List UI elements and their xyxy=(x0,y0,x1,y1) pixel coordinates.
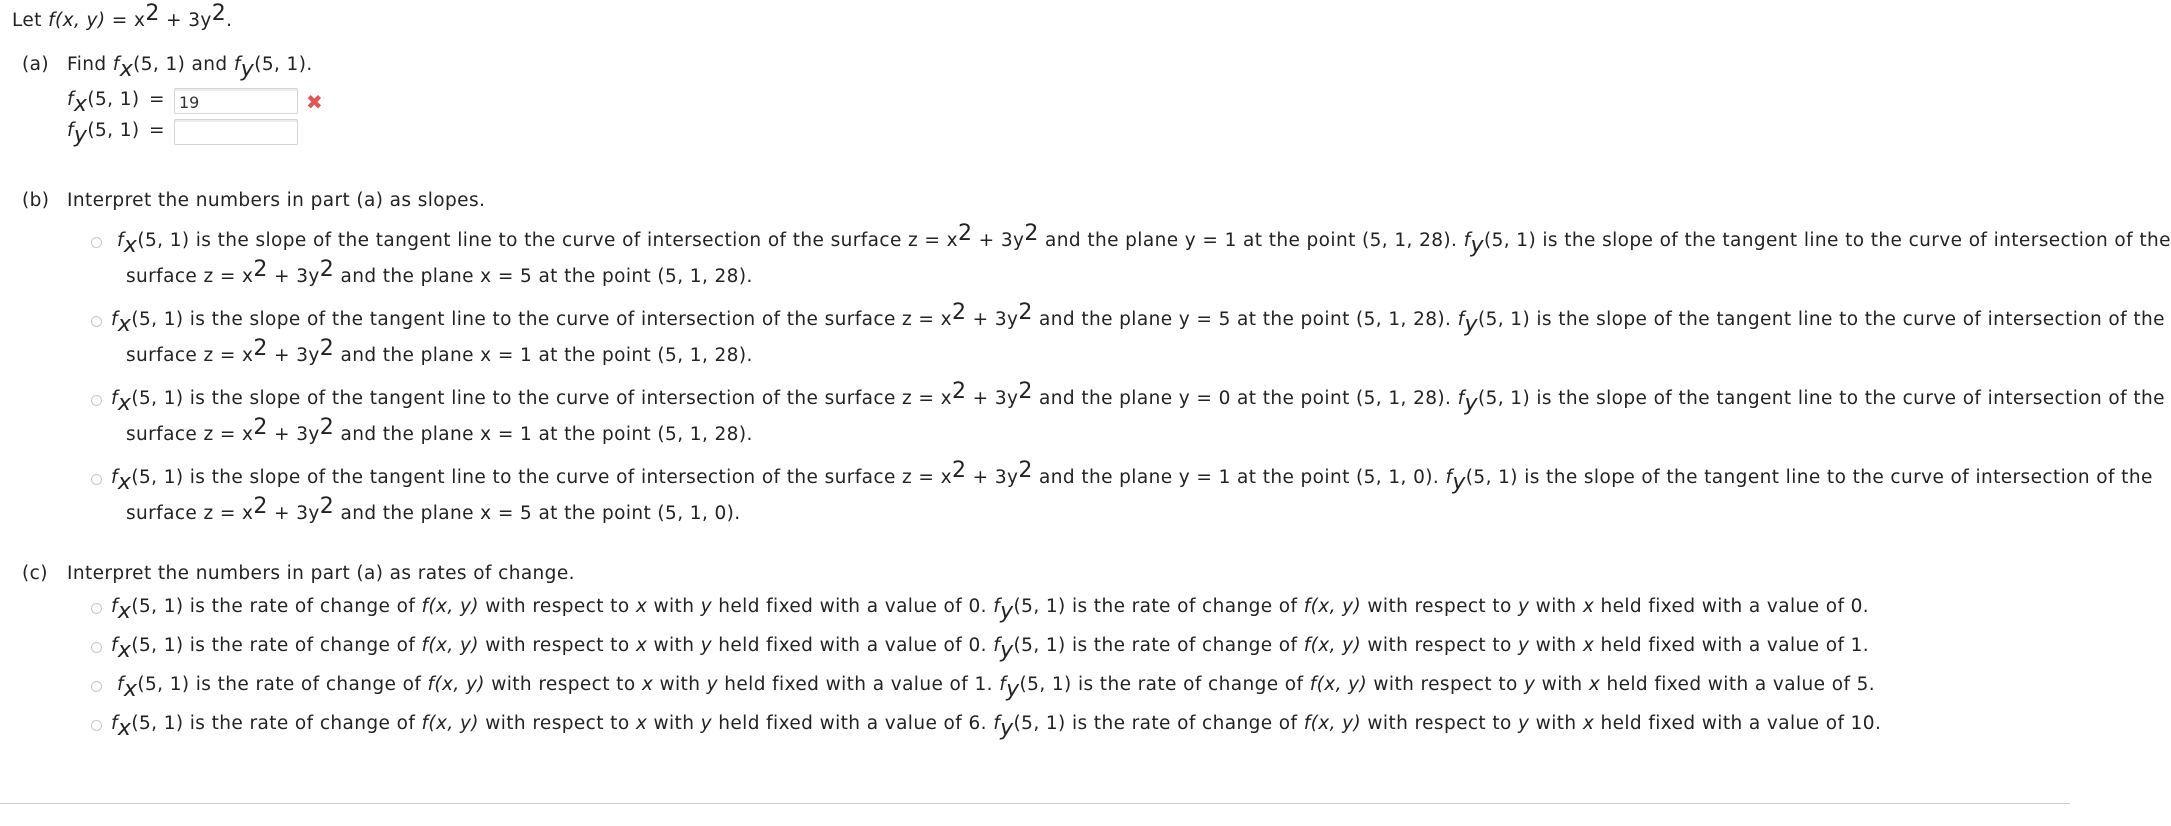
c4-e: with xyxy=(647,713,701,734)
b4-text-d: (5, 1) is the slope of the tangent line to the curve of intersection of the xyxy=(1465,467,2153,488)
part-b-option-1-line-2[interactable]: surface $z = x^2 + 3y^2$ and the plane x = 5 at the point (5, 1, 28). xyxy=(126,257,753,287)
part-c-option-3-radio[interactable] xyxy=(91,681,102,692)
part-a-sub-x: x xyxy=(119,57,134,82)
section-divider xyxy=(0,803,2070,804)
c3-f: y xyxy=(706,674,718,695)
part-a-f2: f xyxy=(233,54,241,75)
part-a-and: and xyxy=(185,54,234,75)
part-b-option-4-line-1[interactable]: $f_x(5$, 1) is the slope of the tangent line to the curve of intersection of the surface $z = x^2 + 3y^2$ and the plane y = 1 at the point (5, 1, 0). $f_y(5$, 1) is the slope of the tangent line to the curve of intersection of the xyxy=(111,458,2153,495)
b2-text-e: surface z = x xyxy=(126,345,254,366)
b4-f1: f xyxy=(111,467,118,488)
c1-f2: f xyxy=(993,596,1001,617)
part-b-option-2-radio[interactable] xyxy=(91,316,102,327)
c2-d: x xyxy=(635,635,648,656)
part-b-option-4-radio[interactable] xyxy=(91,474,102,485)
b2-sx: x xyxy=(117,312,132,337)
b1-f1: f xyxy=(117,230,124,251)
part-b-option-1-line-1[interactable]: $f_x(5$, 1) is the slope of the tangent line to the curve of intersection of the surface $z = x^2 + 3y^2$ and the plane y = 1 at the point (5, 1, 28). $f_y(5$, 1) is the slope of the tangent line to the curve of intersection of the xyxy=(117,221,2171,258)
intro-eq: = x xyxy=(105,10,146,31)
c4-f1: f xyxy=(111,713,118,734)
part-a-arg2: (5, 1) xyxy=(254,54,307,75)
c3-d: x xyxy=(641,674,654,695)
c3-b: f(x, y) xyxy=(427,674,485,695)
part-a-prompt xyxy=(67,54,313,82)
b3-text-d: (5, 1) is the slope of the tangent line to the curve of intersection of the xyxy=(1477,388,2165,409)
b1-text-d: (5, 1) is the slope of the tangent line to the curve of intersection of the xyxy=(1483,230,2171,251)
b1-text-a: (5, 1) is the slope of the tangent line to the curve of intersection of the surface z = x xyxy=(137,230,958,251)
c2-f1: f xyxy=(111,635,118,656)
part-c-option-4-radio[interactable] xyxy=(91,720,102,731)
b4-sy: y xyxy=(1452,470,1466,495)
c4-c: with respect to xyxy=(478,713,636,734)
part-c-prompt: Interpret the numbers in part (a) as rates of change. xyxy=(67,563,575,584)
b1-sx: x xyxy=(123,233,138,258)
part-c-label: (c) xyxy=(22,563,48,584)
part-b-option-1-radio[interactable] xyxy=(91,237,102,248)
part-c-option-1[interactable] xyxy=(111,596,1870,624)
b4-text-a: (5, 1) is the slope of the tangent line to the curve of intersection of the surface z = x xyxy=(131,467,952,488)
c3-n: held fixed with a value of 5. xyxy=(1600,674,1876,695)
fy-label-f: f xyxy=(67,120,74,141)
b1-text-b: + 3y xyxy=(972,230,1025,251)
fy-label xyxy=(67,120,140,148)
b1-text-f: + 3y xyxy=(267,266,320,287)
c4-j: with respect to xyxy=(1361,713,1519,734)
part-a-label: (a) xyxy=(22,54,49,75)
wrong-icon: ✖ xyxy=(306,90,323,114)
c4-d: x xyxy=(635,713,648,734)
c3-k: y xyxy=(1524,674,1536,695)
c3-e: with xyxy=(653,674,707,695)
c1-e: with xyxy=(647,596,701,617)
fx-label-arg: (5, 1) xyxy=(87,89,140,110)
b4-text-e: surface z = x xyxy=(126,503,254,524)
part-b-prompt: Interpret the numbers in part (a) as slopes. xyxy=(67,190,486,211)
c1-k: y xyxy=(1518,596,1530,617)
c3-sy: y xyxy=(1006,677,1020,702)
c1-a: (5, 1) is the rate of change of xyxy=(131,596,422,617)
b2-text-g: and the plane x = 1 at the point (5, 1, 28). xyxy=(334,345,753,366)
part-b-option-3-line-1[interactable]: $f_x(5$, 1) is the slope of the tangent line to the curve of intersection of the surface $z = x^2 + 3y^2$ and the plane y = 0 at the point (5, 1, 28). $f_y(5$, 1) is the slope of the tangent line to the curve of intersection of the xyxy=(111,379,2165,416)
b3-sy: y xyxy=(1464,391,1478,416)
c3-f1: f xyxy=(117,674,124,695)
b2-sy: y xyxy=(1464,312,1478,337)
c4-a: (5, 1) is the rate of change of xyxy=(131,713,422,734)
c1-f: y xyxy=(700,596,712,617)
part-c-option-2[interactable] xyxy=(111,635,1870,663)
part-a-sub-y: y xyxy=(240,57,255,82)
c2-j: with respect to xyxy=(1361,635,1519,656)
c4-h: (5, 1) is the rate of change of xyxy=(1013,713,1304,734)
part-a-f1: f xyxy=(112,54,120,75)
c1-c: with respect to xyxy=(478,596,636,617)
b3-text-b: + 3y xyxy=(966,388,1019,409)
c4-g: held fixed with a value of 6. xyxy=(711,713,994,734)
c1-i: f(x, y) xyxy=(1303,596,1362,617)
fy-label-arg: (5, 1) xyxy=(87,120,140,141)
b4-f2: f xyxy=(1445,467,1453,488)
fy-label-sub: y xyxy=(73,123,88,148)
c3-m: x xyxy=(1588,674,1601,695)
fx-label xyxy=(67,89,140,117)
fx-equals: = xyxy=(149,89,165,110)
intro-exp-2: 2 xyxy=(211,1,227,26)
c3-l: with xyxy=(1535,674,1589,695)
fy-answer-input[interactable] xyxy=(174,119,298,145)
problem-statement xyxy=(12,1,233,31)
c3-j: with respect to xyxy=(1367,674,1525,695)
part-c-option-2-radio[interactable] xyxy=(91,642,102,653)
c2-g: held fixed with a value of 0. xyxy=(711,635,994,656)
b3-text-e: surface z = x xyxy=(126,424,254,445)
c4-i: f(x, y) xyxy=(1303,713,1362,734)
c2-k: y xyxy=(1518,635,1530,656)
c1-sy: y xyxy=(1000,599,1014,624)
c1-h: (5, 1) is the rate of change of xyxy=(1013,596,1304,617)
c1-f1: f xyxy=(111,596,118,617)
c1-b: f(x, y) xyxy=(421,596,479,617)
part-b-label: (b) xyxy=(22,190,50,211)
part-c-option-4[interactable] xyxy=(111,713,1882,741)
c4-f: y xyxy=(700,713,712,734)
c2-sx: x xyxy=(117,638,132,663)
b2-text-d: (5, 1) is the slope of the tangent line to the curve of intersection of the xyxy=(1477,309,2165,330)
c4-sx: x xyxy=(117,716,132,741)
c2-e: with xyxy=(647,635,701,656)
intro-exp-1: 2 xyxy=(145,1,160,26)
c4-m: x xyxy=(1582,713,1595,734)
c4-f2: f xyxy=(993,713,1001,734)
c3-h: (5, 1) is the rate of change of xyxy=(1019,674,1310,695)
c3-g: held fixed with a value of 1. xyxy=(717,674,1000,695)
c3-f2: f xyxy=(999,674,1007,695)
part-b-option-2-line-2[interactable]: surface $z = x^2 + 3y^2$ and the plane x = 1 at the point (5, 1, 28). xyxy=(126,336,753,366)
c3-i: f(x, y) xyxy=(1309,674,1368,695)
b3-sx: x xyxy=(117,391,132,416)
c3-sx: x xyxy=(123,677,138,702)
c2-i: f(x, y) xyxy=(1303,635,1362,656)
c4-n: held fixed with a value of 10. xyxy=(1594,713,1882,734)
c1-g: held fixed with a value of 0. xyxy=(711,596,994,617)
c1-m: x xyxy=(1582,596,1595,617)
b2-text-c: and the plane y = 5 at the point (5, 1, 28). xyxy=(1032,309,1458,330)
part-a-arg1: (5, 1) xyxy=(133,54,186,75)
c2-a: (5, 1) is the rate of change of xyxy=(131,635,422,656)
b3-f1: f xyxy=(111,388,118,409)
b3-text-g: and the plane x = 1 at the point (5, 1, 28). xyxy=(334,424,753,445)
intro-plus: + 3y xyxy=(159,10,212,31)
intro-let: Let xyxy=(12,10,42,31)
b4-text-f: + 3y xyxy=(267,503,320,524)
b1-f2: f xyxy=(1463,230,1471,251)
c1-sx: x xyxy=(117,599,132,624)
c2-l: with xyxy=(1529,635,1583,656)
c1-n: held fixed with a value of 0. xyxy=(1594,596,1870,617)
c2-b: f(x, y) xyxy=(421,635,479,656)
fx-label-f: f xyxy=(67,89,74,110)
part-c-option-1-radio[interactable] xyxy=(91,603,102,614)
c2-sy: y xyxy=(1000,638,1014,663)
c2-f: y xyxy=(700,635,712,656)
c3-c: with respect to xyxy=(484,674,642,695)
c2-n: held fixed with a value of 1. xyxy=(1594,635,1870,656)
c2-f2: f xyxy=(993,635,1001,656)
b4-text-c: and the plane y = 1 at the point (5, 1, 0). xyxy=(1032,467,1446,488)
b1-text-e: surface z = x xyxy=(126,266,254,287)
b2-text-f: + 3y xyxy=(267,345,320,366)
part-b-option-2-line-1[interactable]: $f_x(5$, 1) is the slope of the tangent line to the curve of intersection of the surface $z = x^2 + 3y^2$ and the plane y = 5 at the point (5, 1, 28). $f_y(5$, 1) is the slope of the tangent line to the curve of intersection of the xyxy=(111,300,2165,337)
b2-f2: f xyxy=(1457,309,1465,330)
c2-m: x xyxy=(1582,635,1595,656)
fx-answer-input[interactable] xyxy=(174,88,298,114)
c4-k: y xyxy=(1518,713,1530,734)
b3-text-c: and the plane y = 0 at the point (5, 1, 28). xyxy=(1032,388,1458,409)
part-a-period: . xyxy=(306,54,313,75)
b1-text-g: and the plane x = 5 at the point (5, 1, 28). xyxy=(334,266,753,287)
b4-text-g: and the plane x = 5 at the point (5, 1, 0). xyxy=(334,503,741,524)
c4-sy: y xyxy=(1000,716,1014,741)
part-b-option-3-line-2[interactable]: surface $z = x^2 + 3y^2$ and the plane x = 1 at the point (5, 1, 28). xyxy=(126,415,753,445)
b1-sy: y xyxy=(1470,233,1484,258)
fy-equals: = xyxy=(149,120,165,141)
b2-f1: f xyxy=(111,309,118,330)
c1-d: x xyxy=(635,596,648,617)
b1-text-c: and the plane y = 1 at the point (5, 1, 28). xyxy=(1038,230,1464,251)
part-c-option-3[interactable] xyxy=(117,674,1876,702)
c2-h: (5, 1) is the rate of change of xyxy=(1013,635,1304,656)
c1-l: with xyxy=(1529,596,1583,617)
fx-label-sub: x xyxy=(73,92,88,117)
c1-j: with respect to xyxy=(1361,596,1519,617)
b3-f2: f xyxy=(1457,388,1465,409)
c4-b: f(x, y) xyxy=(421,713,479,734)
b3-text-f: + 3y xyxy=(267,424,320,445)
c2-c: with respect to xyxy=(478,635,636,656)
intro-end: . xyxy=(226,10,233,31)
b4-sx: x xyxy=(117,470,132,495)
b2-text-b: + 3y xyxy=(966,309,1019,330)
part-b-option-4-line-2[interactable]: surface $z = x^2 + 3y^2$ and the plane x = 5 at the point (5, 1, 0). xyxy=(126,494,741,524)
b2-text-a: (5, 1) is the slope of the tangent line to the curve of intersection of the surface z = x xyxy=(131,309,952,330)
c3-a: (5, 1) is the rate of change of xyxy=(137,674,428,695)
part-b-option-3-radio[interactable] xyxy=(91,395,102,406)
part-a-find: Find xyxy=(67,54,113,75)
b4-text-b: + 3y xyxy=(966,467,1019,488)
b3-text-a: (5, 1) is the slope of the tangent line to the curve of intersection of the surface z = x xyxy=(131,388,952,409)
c4-l: with xyxy=(1529,713,1583,734)
intro-function: f(x, y) xyxy=(48,10,106,31)
